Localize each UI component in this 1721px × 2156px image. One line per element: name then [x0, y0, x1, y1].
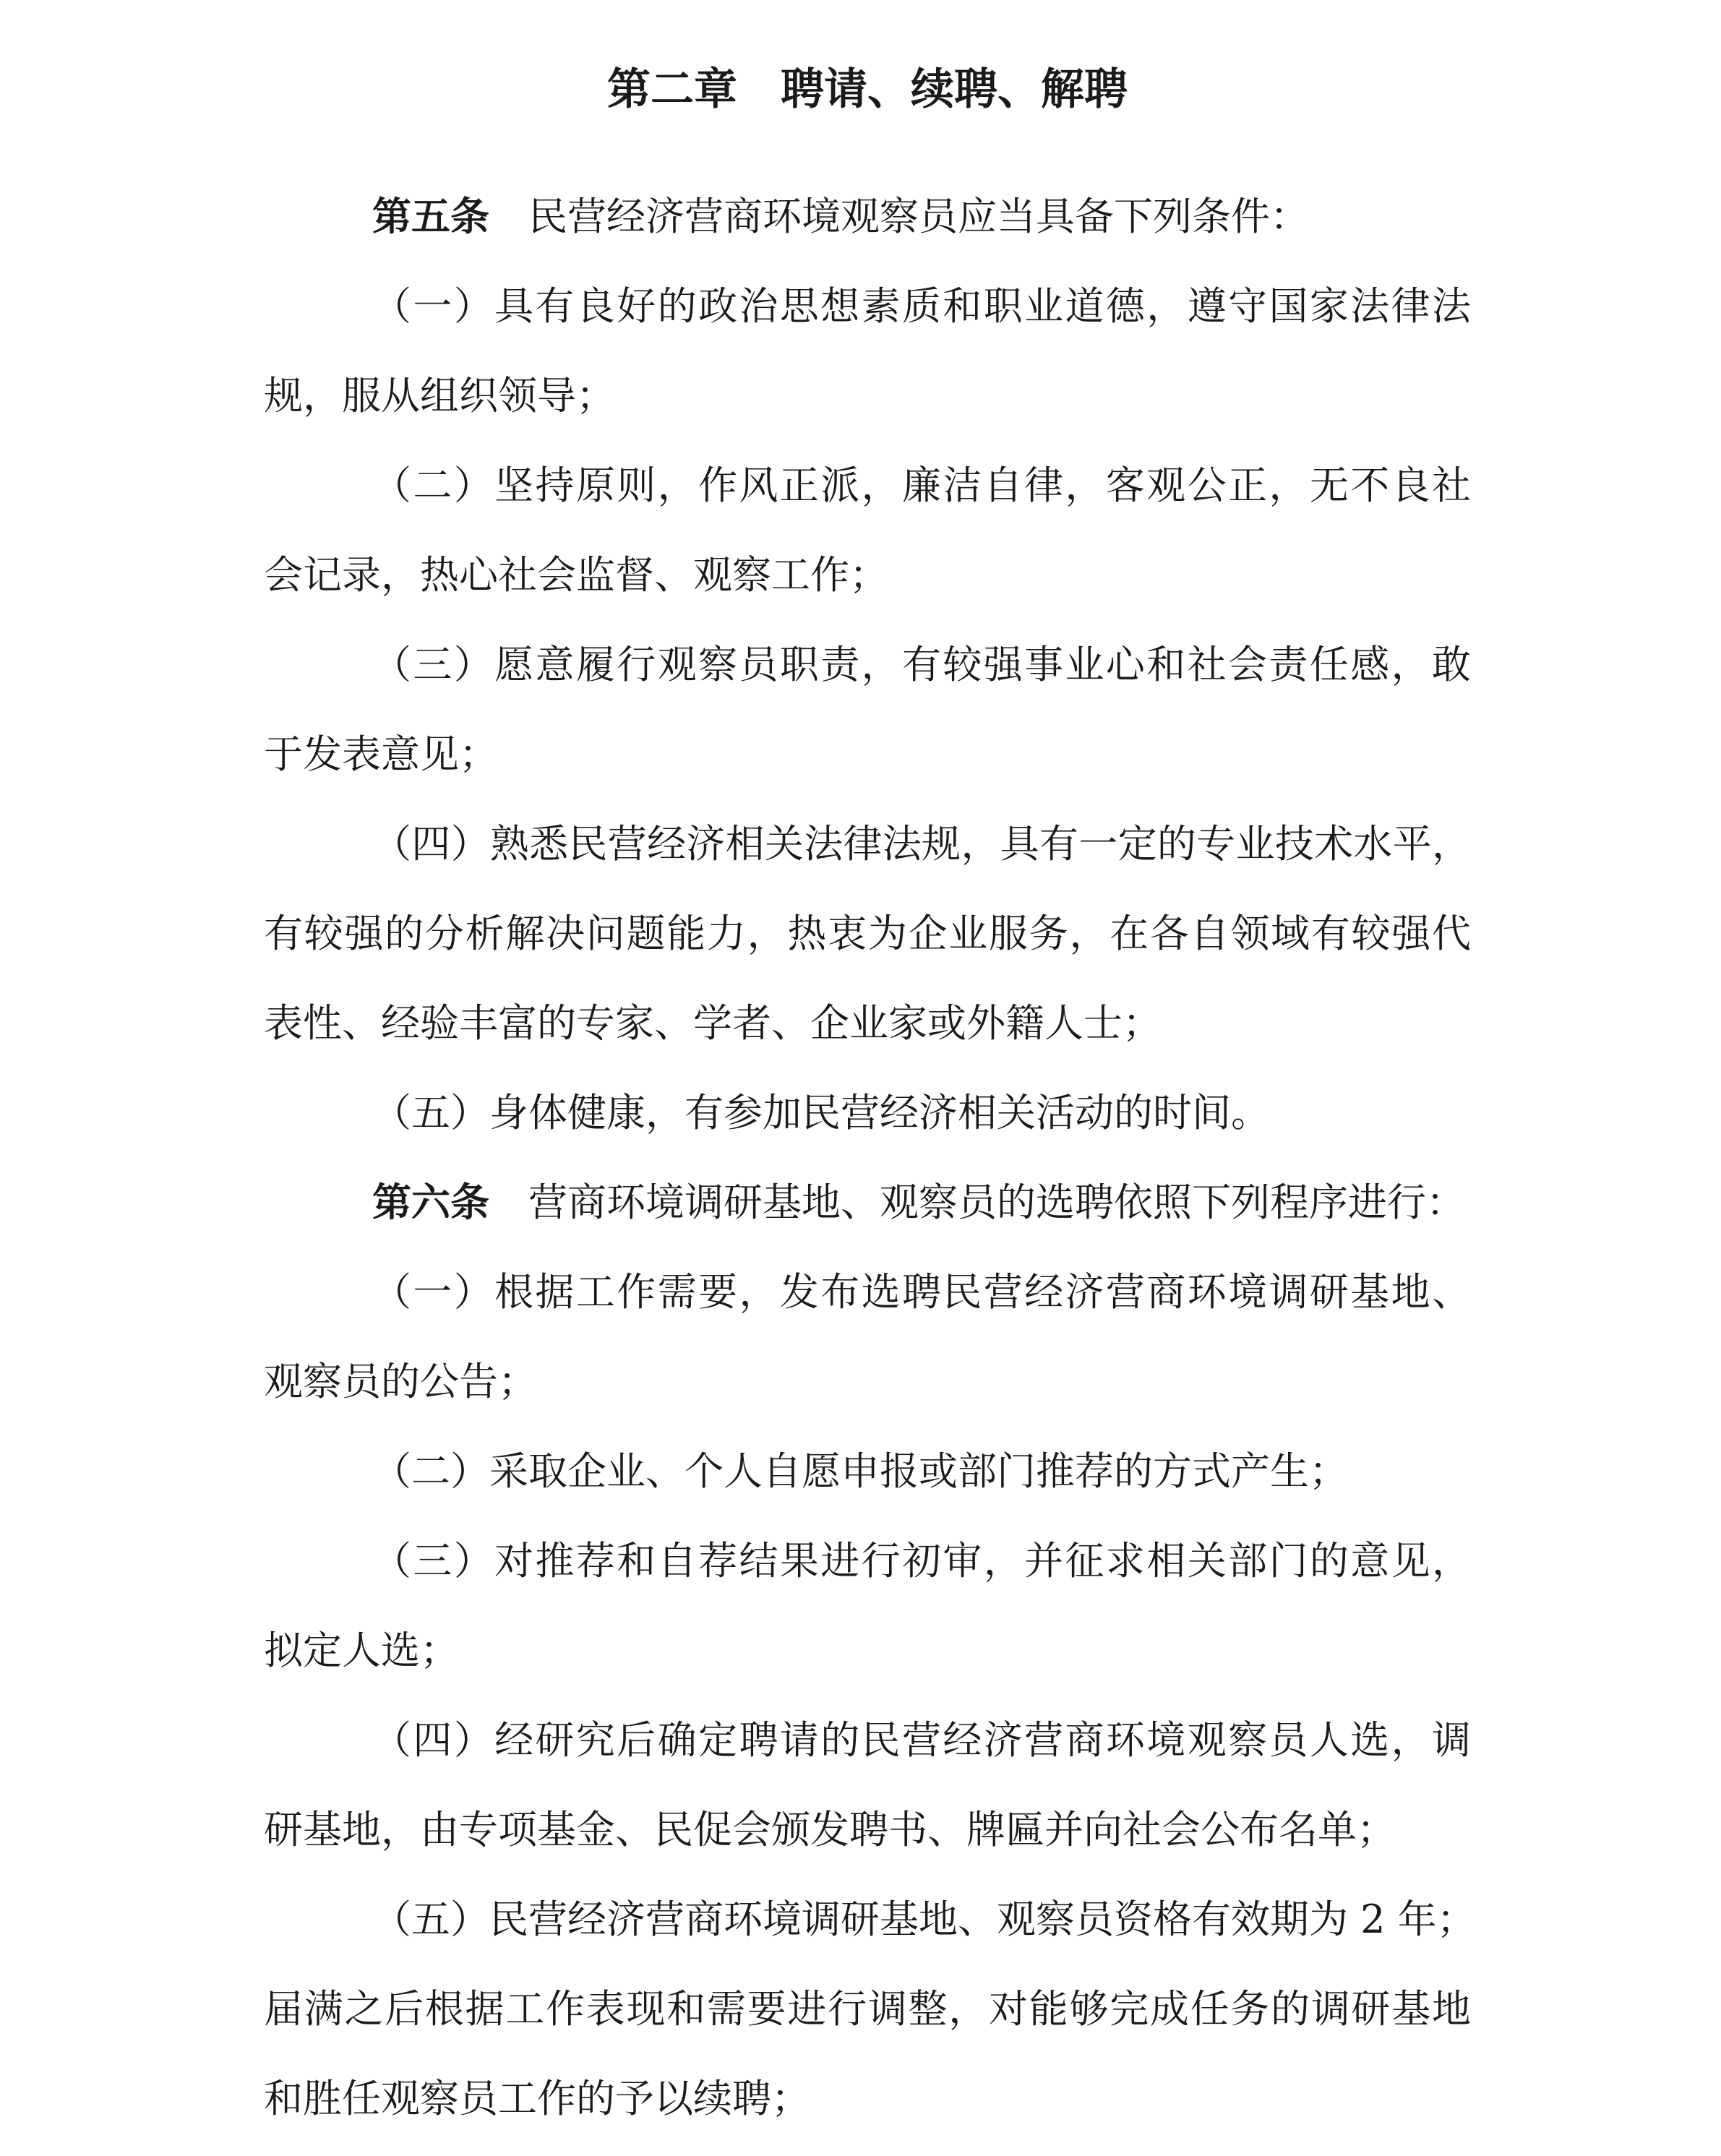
paragraph-line: 届满之后根据工作表现和需要进行调整，对能够完成任务的调研基地: [264, 1986, 1471, 2032]
paragraph-line: 有较强的分析解决问题能力，热衷为企业服务，在各自领域有较强代: [264, 911, 1471, 956]
paragraph-line: （一）根据工作需要，发布选聘民营经济营商环境调研基地、: [372, 1269, 1471, 1315]
chapter-title: 第二章 聘请、续聘、解聘: [607, 64, 1128, 115]
article-6-item-3: [264, 1516, 1471, 1696]
paragraph-line: （二）坚持原则，作风正派，廉洁自律，客观公正，无不良社: [372, 463, 1471, 508]
paragraph-line: 观察员的公告；: [264, 1359, 537, 1404]
article-6-label: 第六条: [372, 1180, 489, 1225]
paragraph-line: （一）具有良好的政治思想素质和职业道德，遵守国家法律法: [372, 283, 1471, 329]
paragraph-line: （三）对推荐和自荐结果进行初审，并征求相关部门的意见，: [372, 1538, 1471, 1584]
article-5-item-2: [264, 441, 1471, 620]
article-5-heading: [264, 172, 1471, 262]
article-5-item-5: [264, 1068, 1471, 1158]
article-6-item-4: [264, 1696, 1471, 1875]
article-6-heading: [264, 1158, 1471, 1247]
paragraph-line: 和胜任观察员工作的予以续聘；: [264, 2076, 810, 2121]
article-6-item-2: [264, 1427, 1471, 1516]
article-6-item-5: [264, 1875, 1476, 2144]
paragraph-line: 表性、经验丰富的专家、学者、企业家或外籍人士；: [264, 1000, 1162, 1046]
article-5-intro: 民营经济营商环境观察员应当具备下列条件：: [528, 194, 1309, 239]
paragraph-line: （四）熟悉民营经济相关法律法规，具有一定的专业技术水平，: [372, 821, 1471, 867]
paragraph-line: （三）愿意履行观察员职责，有较强事业心和社会责任感，敢: [372, 642, 1471, 687]
paragraph-line: 拟定人选；: [264, 1628, 459, 1673]
article-6-item-1: [264, 1247, 1471, 1427]
paragraph-line: （二）采取企业、个人自愿申报或部门推荐的方式产生；: [372, 1448, 1348, 1494]
article-5-item-4: [264, 799, 1471, 1068]
paragraph-line: （四）经研究后确定聘请的民营经济营商环境观察员人选，调: [372, 1717, 1471, 1763]
paragraph-line: 研基地，由专项基金、民促会颁发聘书、牌匾并向社会公布名单；: [264, 1807, 1396, 1852]
article-6-intro: 营商环境调研基地、观察员的选聘依照下列程序进行：: [528, 1180, 1465, 1225]
article-5-item-3: [264, 620, 1471, 799]
paragraph-line: （五）身体健康，有参加民营经济相关活动的时间。: [372, 1090, 1270, 1135]
paragraph-line: 规，服从组织领导；: [264, 373, 615, 418]
article-5-label: 第五条: [372, 194, 489, 239]
paragraph-line: 会记录，热心社会监督、观察工作；: [264, 552, 888, 598]
article-5-item-1: [264, 262, 1471, 441]
paragraph-line: 于发表意见；: [264, 731, 498, 777]
paragraph-line: （五）民营经济营商环境调研基地、观察员资格有效期为 2 年；: [372, 1897, 1476, 1942]
